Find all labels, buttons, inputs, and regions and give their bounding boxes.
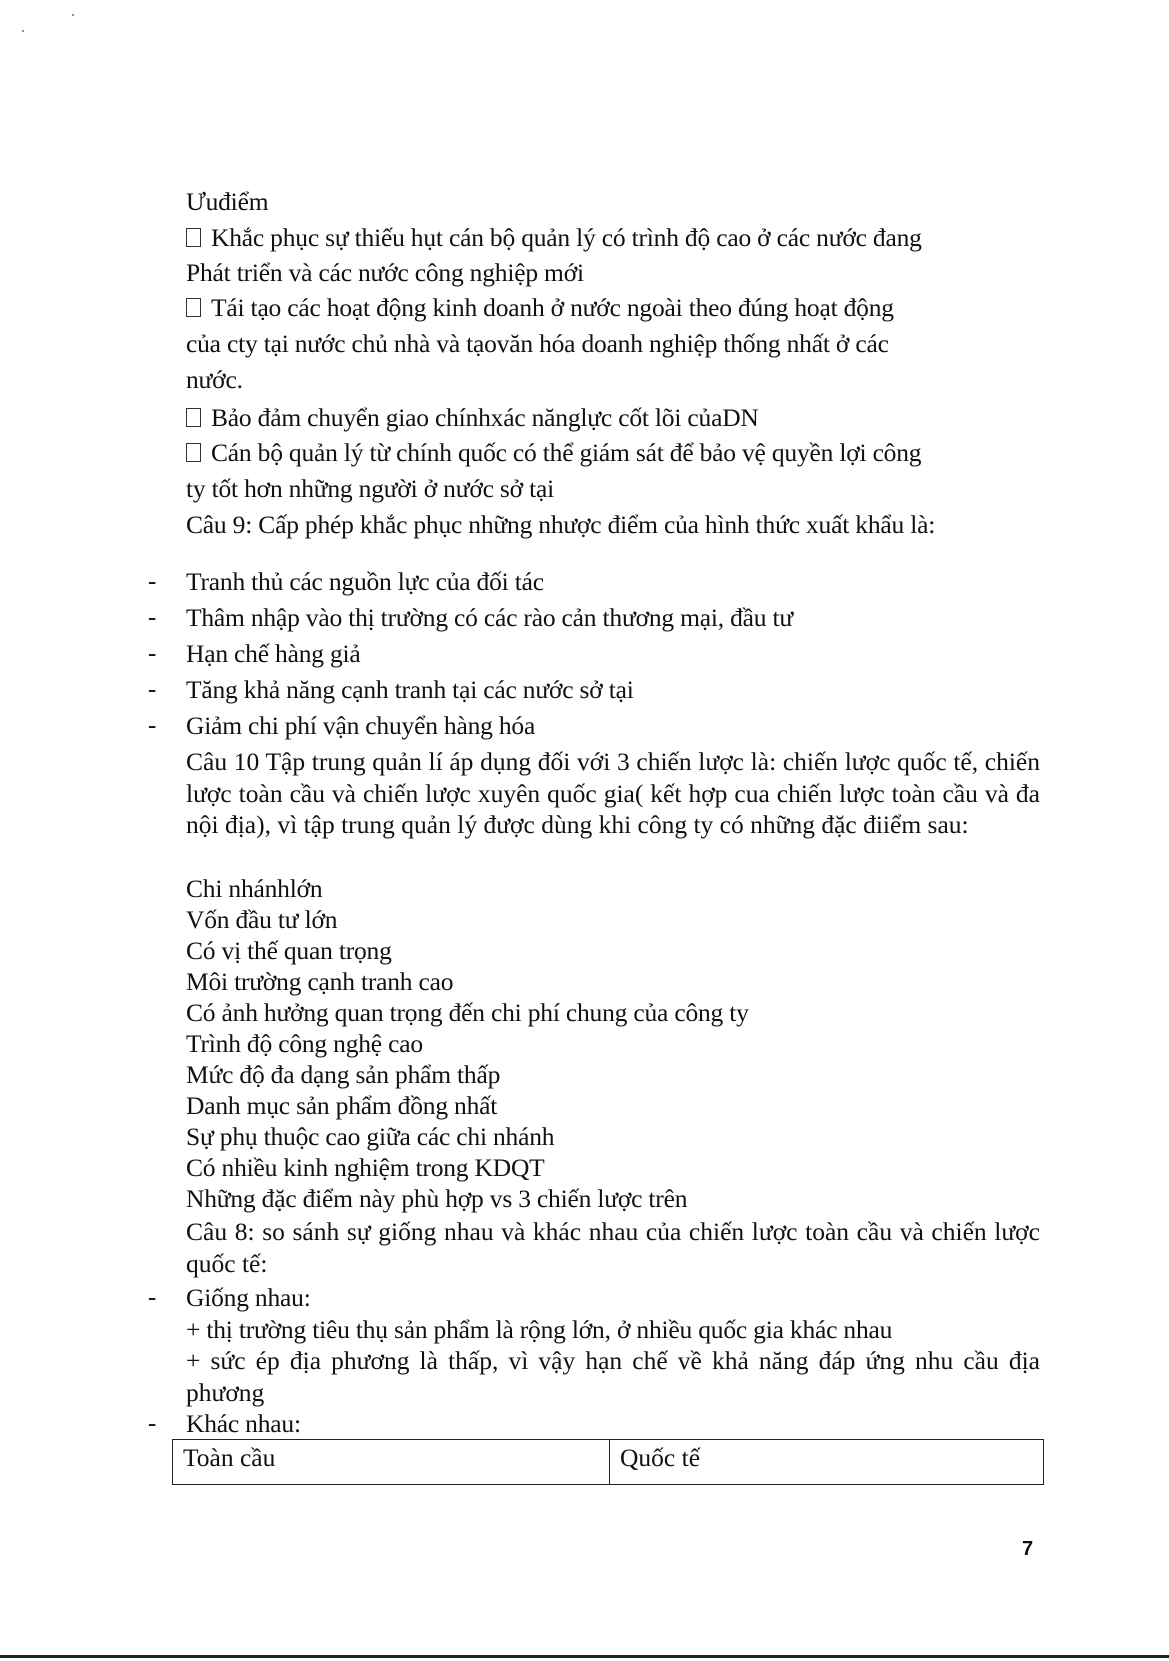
q10-feature: Trình độ công nghệ cao xyxy=(186,1029,423,1058)
bullet-dash: - xyxy=(148,712,157,739)
table-header-global: Toàn cầu xyxy=(173,1440,610,1484)
q10-feature: Có ảnh hưởng quan trọng đến chi phí chung của công ty xyxy=(186,998,749,1027)
q10-feature: Chi nhánhlớn xyxy=(186,874,323,903)
q9-list-item: Tranh thủ các nguồn lực của đối tác xyxy=(186,567,544,596)
advantage-continuation: nước. xyxy=(186,365,243,394)
q10-feature: Môi trường cạnh tranh cao xyxy=(186,967,454,996)
similar-point: + thị trường tiêu thụ sản phẩm là rộng lớn, ở nhiều quốc gia khác nhau xyxy=(186,1315,893,1344)
page-number: 7 xyxy=(1022,1538,1034,1560)
bullet-dash: - xyxy=(148,568,157,595)
q9-list-item: Tăng khả năng cạnh tranh tại các nước sở tại xyxy=(186,675,634,704)
q9-list-item: Giảm chi phí vận chuyển hàng hóa xyxy=(186,711,536,740)
question-9-title: Câu 9: Cấp phép khắc phục những nhược điểm của hình thức xuất khẩu là: xyxy=(186,510,936,539)
advantage-continuation: ty tốt hơn những người ở nước sở tại xyxy=(186,474,555,503)
different-label: Khác nhau: xyxy=(186,1409,301,1438)
advantage-item: Khắc phục sự thiếu hụt cán bộ quản lý có trình độ cao ở các nước đang xyxy=(186,222,922,253)
question-10-paragraph: Câu 10 Tập trung quản lí áp dụng đối với 3 chiến lược là: chiến lược quốc tế, chiến lược toàn cầu và chiến lược xuyên quốc gia( kết hợp cua chiến lược toàn cầu và đa nội địa), vì tập trung quản lý được dùng khi công ty có những đặc điiểm sau: xyxy=(186,747,1040,839)
advantage-item: Bảo đảm chuyển giao chínhxác nănglực cốt lõi củaDN xyxy=(186,402,759,433)
bullet-dash: - xyxy=(148,1284,157,1311)
bullet-dash: - xyxy=(148,676,157,703)
bullet-dash: - xyxy=(148,604,157,631)
q9-list-item: Hạn chế hàng giả xyxy=(186,639,361,668)
q10-feature: Những đặc điểm này phù hợp vs 3 chiến lược trên xyxy=(186,1184,688,1213)
comparison-table xyxy=(172,1439,1044,1485)
q10-feature: Mức độ đa dạng sản phẩm thấp xyxy=(186,1060,501,1089)
scan-edge xyxy=(0,1655,1169,1658)
question-8-title: Câu 8: so sánh sự giống nhau và khác nhau của chiến lược toàn cầu và chiến lược quốc tế: xyxy=(186,1217,1040,1278)
scan-speck xyxy=(72,14,74,16)
q10-feature: Sự phụ thuộc cao giữa các chi nhánh xyxy=(186,1122,555,1151)
bullet-dash: - xyxy=(148,1410,157,1437)
q10-feature: Vốn đầu tư lớn xyxy=(186,905,338,934)
scan-speck xyxy=(22,30,24,32)
q10-feature: Có nhiều kinh nghiệm trong KDQT xyxy=(186,1153,545,1182)
advantage-continuation: Phát triển và các nước công nghiệp mới xyxy=(186,258,584,287)
q10-feature: Có vị thế quan trọng xyxy=(186,936,392,965)
section-title: Ưuđiểm xyxy=(186,187,269,216)
similar-point: + sức ép địa phương là thấp, vì vậy hạn chế về khả năng đáp ứng nhu cầu địa phương xyxy=(186,1346,1040,1407)
q9-list-item: Thâm nhập vào thị trường có các rào cản thương mại, đầu tư xyxy=(186,603,794,632)
similar-label: Giống nhau: xyxy=(186,1283,311,1312)
bullet-dash: - xyxy=(148,640,157,667)
advantage-item: Tái tạo các hoạt động kinh doanh ở nước ngoài theo đúng hoạt động xyxy=(186,292,894,323)
table-header-international: Quốc tế xyxy=(620,1443,701,1472)
advantage-item: Cán bộ quản lý từ chính quốc có thể giám sát để bảo vệ quyền lợi công xyxy=(186,437,921,468)
q10-feature: Danh mục sản phẩm đồng nhất xyxy=(186,1091,498,1120)
advantage-continuation: của cty tại nước chủ nhà và tạovăn hóa doanh nghiệp thống nhất ở các xyxy=(186,329,889,358)
